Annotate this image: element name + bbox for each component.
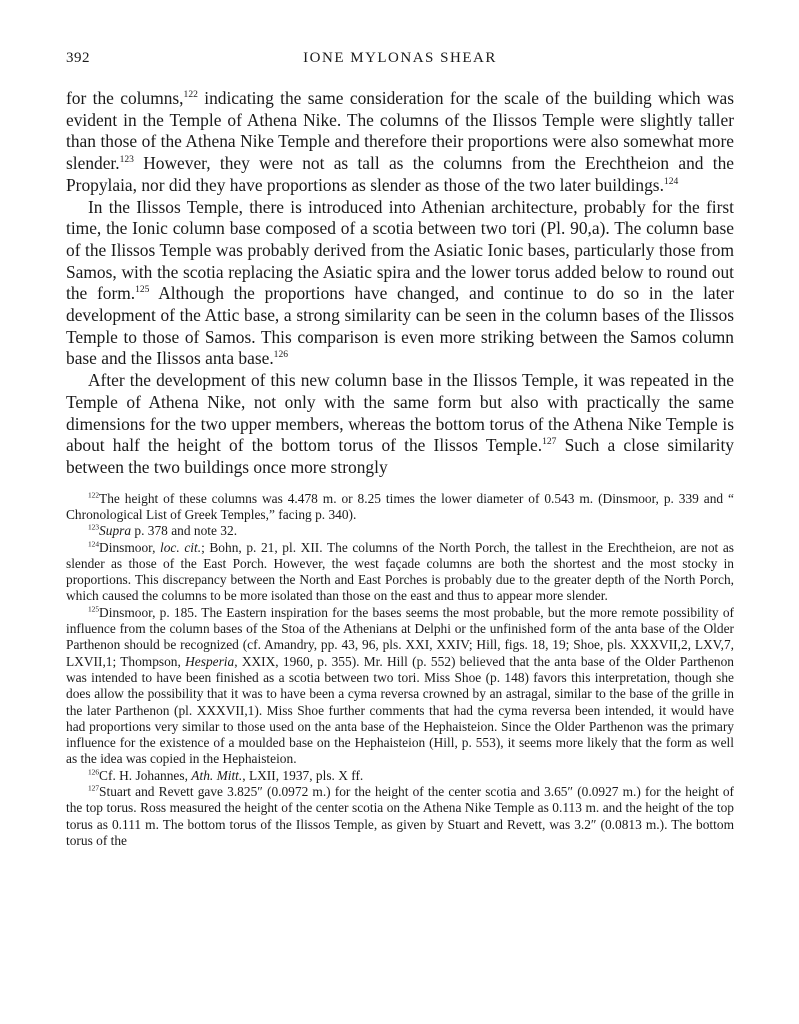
running-title: IONE MYLONAS SHEAR (303, 50, 497, 66)
footnote (66, 523, 734, 539)
text-run: Cf. H. Johannes, (99, 767, 192, 783)
footnote-number: 123 (88, 522, 100, 532)
footnote-ref: 122 (183, 88, 198, 100)
footnote-ref: 127 (542, 436, 557, 448)
footnote (66, 491, 734, 524)
footnote (66, 540, 734, 605)
body-paragraph (66, 370, 734, 479)
body-paragraph (66, 197, 734, 371)
footnote-number: 122 (88, 490, 100, 500)
text-run: , XXIX, 1960, p. 355). Mr. Hill (p. 552) believed that the anta base of the Older Parthenon was intended to have been finished as a scotia between two tori. Miss Shoe (p. 148) favors this interpretation, though she does allow the possibility that it was to have been a cyma reversa crowned by an astragal, similar to the base of the grille in the later Parthenon (pl. XXXVII,1). Miss Shoe further comments that had the cyma reversa been intended, it would have had proportions very similar to those used on the anta base of the Hephaisteion. Since the Older Parthenon was the primary influence for the existence of a moulded base on the Hephaisteion (Hill, p. 553), it seems more likely that the form as well as the idea was copied in the Hephaisteion. (66, 653, 734, 767)
text-run: After the development of this new column base in the Ilissos Temple, it was repeated in the Temple of Athena Nike, not only with the same form but also with practically the same dimensions for the two upper members, whereas the bottom torus of the Athena Nike Temple is about half the height of the bottom torus of the Ilissos Temple. (66, 370, 734, 456)
text-run: In the Ilissos Temple, there is introduced into Athenian architecture, probably for the first time, the Ionic column base composed of a scotia between two tori (Pl. 90,a). The column base of the Ilissos Temple was probably derived from the Asiatic Ionic bases, particularly those from Samos, with the scotia replacing the Asiatic spira and the lower torus added below to round out the form. (66, 196, 734, 304)
footnote-ref: 123 (119, 153, 134, 165)
italic-text: loc. cit. (160, 539, 202, 555)
text-run: Dinsmoor, (99, 539, 161, 555)
body-paragraph (66, 88, 734, 197)
page (66, 50, 734, 849)
italic-text: Supra (99, 523, 132, 539)
footnote-ref: 125 (135, 284, 150, 296)
footnote (66, 768, 734, 784)
text-run: indicating the same consideration for the scale of the building which was evident in the Temple of Athena Nike. The columns of the Ilissos Temple were slightly taller than those of the Athena Nike Temple and therefore their proportions were also somewhat more slender. (66, 88, 734, 174)
footnote-ref: 126 (273, 349, 289, 361)
footnote-number: 126 (88, 767, 100, 777)
footnote-number: 127 (88, 783, 100, 793)
text-run: Such a close similarity between the two buildings once more strongly (66, 435, 734, 477)
footnote (66, 605, 734, 768)
text-run: Although the proportions have changed, and continue to do so in the later development of the Attic base, a strong similarity can be seen in the column bases of the Ilissos Temple to those of Samos. This comparison is even more striking between the Samos column base and the Ilissos anta base. (66, 283, 734, 369)
footnote (66, 784, 734, 849)
text-run: Stuart and Revett gave 3.825″ (0.0972 m.) for the height of the center scotia and 3.65″ (0.0927 m.) for the height of the top torus. Ross measured the height of the center scotia on the Athena Nike Temple as 0.113 m. and the height of the top torus as 0.111 m. The bottom torus of the Ilissos Temple, as given by Stuart and Revett, was 3.2″ (0.0813 m.). The bottom torus of the (66, 784, 734, 848)
text-run: Dinsmoor, p. 185. The Eastern inspiration for the bases seems the most probable, but the more remote possibility of influence from the column bases of the Stoa of the Athenians at Delphi or the unfinished form of the anta base of the Older Parthenon should be recognized (cf. Amandry, pp. 43, 96, pls. XXI, XXIV; Hill, figs. 18, 19; Shoe, pls. XXXVII,2, LXV,7, LXVII,1; Thompson, (66, 604, 734, 669)
text-run: for the columns, (66, 88, 184, 108)
text-run: However, they were not as tall as the columns from the Erechtheion and the Propylaia, nor did they have proportions as slender as those of the two later buildings. (66, 153, 734, 195)
footnote-number: 124 (88, 539, 100, 549)
footnotes (66, 491, 734, 850)
italic-text: Hesperia (185, 653, 235, 669)
text-run: p. 378 and note 32. (131, 523, 238, 539)
text-run: The height of these columns was 4.478 m. or 8.25 times the lower diameter of 0.543 m. (Dinsmoor, p. 339 and “ Chronological List of Greek Temples,” facing p. 340). (66, 490, 734, 522)
running-header (66, 50, 734, 72)
italic-text: Ath. Mitt. (191, 767, 243, 783)
footnote-ref: 124 (663, 175, 679, 187)
page-number: 392 (66, 50, 90, 66)
body-text (66, 88, 734, 479)
text-run: ; Bohn, p. 21, pl. XII. The columns of the North Porch, the tallest in the Erechtheion, are not as slender as those of the East Porch. However, the west façade columns are both the shortest and the most stocky in proportions. This discrepancy between the North and East Porches is probably due to the greater depth of the North Porch, which caused the columns to be more isolated than those on the east and thus to appear more slender. (66, 539, 734, 604)
text-run: , LXII, 1937, pls. X ff. (242, 767, 364, 783)
footnote-number: 125 (88, 604, 100, 614)
